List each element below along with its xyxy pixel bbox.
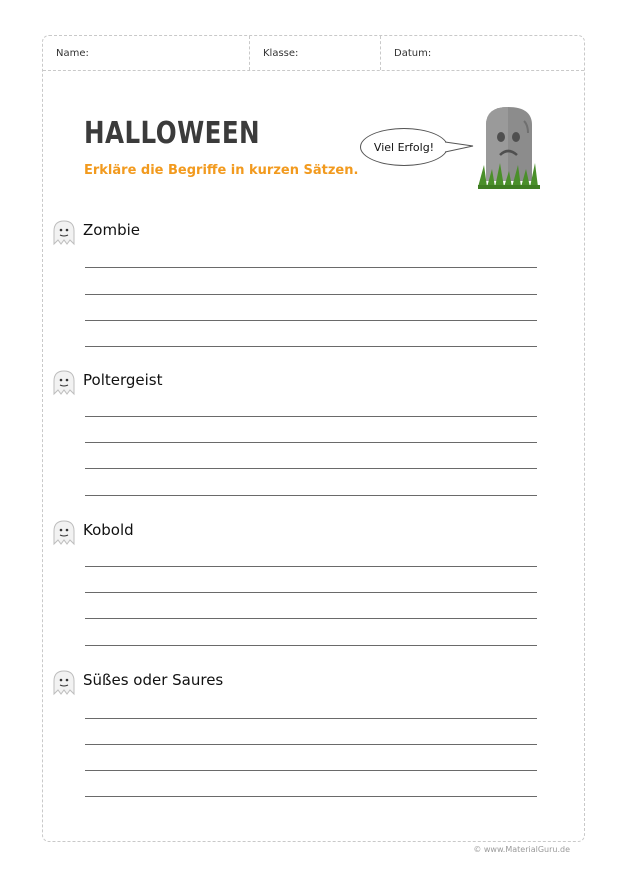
answer-line[interactable] xyxy=(85,796,537,797)
ghost-icon xyxy=(50,668,78,696)
answer-line[interactable] xyxy=(85,468,537,469)
answer-line[interactable] xyxy=(85,718,537,719)
answer-line[interactable] xyxy=(85,416,537,417)
section-title: Kobold xyxy=(83,521,134,539)
ghost-icon xyxy=(50,218,78,246)
section-suesses-oder-saures xyxy=(50,668,550,803)
answer-line[interactable] xyxy=(85,645,537,646)
section-title: Zombie xyxy=(83,221,140,239)
answer-line[interactable] xyxy=(85,744,537,745)
section-kobold xyxy=(50,518,550,653)
speech-bubble xyxy=(360,128,448,166)
name-field[interactable] xyxy=(43,36,249,70)
answer-line[interactable] xyxy=(85,770,537,771)
page-title: HALLOWEEN xyxy=(84,116,261,151)
section-title: Süßes oder Saures xyxy=(83,671,224,689)
answer-line[interactable] xyxy=(85,592,537,593)
speech-bubble-text: Viel Erfolg! xyxy=(373,140,435,154)
name-label: Name: xyxy=(56,47,89,59)
answer-line[interactable] xyxy=(85,566,537,567)
tombstone-icon xyxy=(478,103,542,189)
answer-line[interactable] xyxy=(85,442,537,443)
class-field[interactable] xyxy=(249,36,380,70)
date-field[interactable] xyxy=(380,36,586,70)
answer-line[interactable] xyxy=(85,267,537,268)
answer-line[interactable] xyxy=(85,495,537,496)
section-title: Poltergeist xyxy=(83,371,163,389)
instruction-text: Erkläre die Begriffe in kurzen Sätzen. xyxy=(84,163,359,178)
answer-line[interactable] xyxy=(85,294,537,295)
date-label: Datum: xyxy=(394,47,432,59)
answer-line[interactable] xyxy=(85,320,537,321)
section-poltergeist xyxy=(50,368,550,503)
ghost-icon xyxy=(50,518,78,546)
footer-copyright: © www.MaterialGuru.de xyxy=(473,845,570,854)
answer-line[interactable] xyxy=(85,346,537,347)
answer-line[interactable] xyxy=(85,618,537,619)
speech-bubble-tail-icon xyxy=(445,140,475,156)
header-row xyxy=(43,36,584,71)
section-zombie xyxy=(50,218,550,353)
ghost-icon xyxy=(50,368,78,396)
class-label: Klasse: xyxy=(263,47,299,59)
